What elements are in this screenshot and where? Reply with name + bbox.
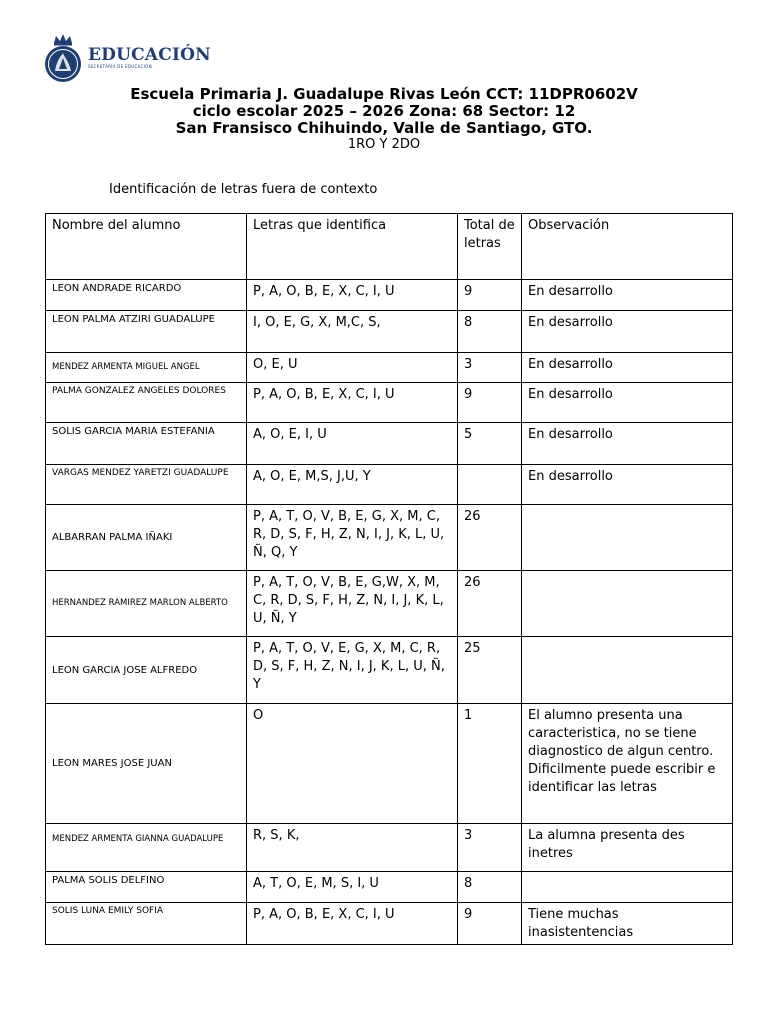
student-total: 3	[458, 824, 522, 872]
table-row	[46, 280, 733, 311]
table-row	[46, 465, 733, 505]
student-total	[458, 465, 522, 505]
header-letters: Letras que identifica	[247, 214, 458, 280]
student-observation: El alumno presenta una caracteristica, no se tiene diagnostico de algun centro. Dificilmente puede escribir e identificar las letras	[522, 704, 733, 824]
student-observation: En desarrollo	[522, 311, 733, 353]
student-letters: P, A, O, B, E, X, C, I, U	[247, 903, 458, 945]
table-row	[46, 637, 733, 704]
student-total: 26	[458, 571, 522, 637]
student-total: 3	[458, 353, 522, 383]
student-letters: P, A, T, O, V, E, G, X, M, C, R, D, S, F, H, Z, N, I, J, K, L, U, Ñ, Y	[247, 637, 458, 704]
student-observation	[522, 637, 733, 704]
table-row	[46, 824, 733, 872]
student-letters: A, O, E, I, U	[247, 423, 458, 465]
student-letters: A, T, O, E, M, S, I, U	[247, 872, 458, 903]
student-name: LEON PALMA ATZIRI GUADALUPE	[46, 311, 247, 353]
table-row	[46, 571, 733, 637]
student-letters: P, A, T, O, V, B, E, G,W, X, M, C, R, D, S, F, H, Z, N, I, J, K, L, U, Ñ, Y	[247, 571, 458, 637]
document-subtitle: Identificación de letras fuera de contexto	[109, 182, 378, 197]
student-observation: La alumna presenta des inetres	[522, 824, 733, 872]
header-name: Nombre del alumno	[46, 214, 247, 280]
student-total: 1	[458, 704, 522, 824]
table-row	[46, 423, 733, 465]
table-row	[46, 311, 733, 353]
student-letters: P, A, T, O, V, B, E, G, X, M, C, R, D, S, F, H, Z, N, I, J, K, L, U, Ñ, Q, Y	[247, 505, 458, 571]
student-total: 25	[458, 637, 522, 704]
student-total: 8	[458, 311, 522, 353]
student-observation: Tiene muchas inasistentencias	[522, 903, 733, 945]
student-name: PALMA SOLIS DELFINO	[46, 872, 247, 903]
student-name: LEON ANDRADE RICARDO	[46, 280, 247, 311]
student-name: SOLIS GARCIA MARIA ESTEFANIA	[46, 423, 247, 465]
student-total: 9	[458, 903, 522, 945]
students-table	[45, 213, 733, 945]
logo-subtext: SECRETARÍA DE EDUCACIÓN	[88, 64, 152, 69]
table-row	[46, 872, 733, 903]
student-observation: En desarrollo	[522, 280, 733, 311]
student-letters: I, O, E, G, X, M,C, S,	[247, 311, 458, 353]
student-total: 9	[458, 280, 522, 311]
table-row	[46, 353, 733, 383]
student-name: LEON GARCIA JOSE ALFREDO	[46, 637, 247, 704]
student-letters: O	[247, 704, 458, 824]
student-observation	[522, 571, 733, 637]
school-name: Escuela Primaria J. Guadalupe Rivas León CCT: 11DPR0602V	[130, 85, 638, 103]
school-cycle: ciclo escolar 2025 – 2026 Zona: 68 Sector: 12	[192, 102, 576, 120]
crest-icon	[42, 33, 84, 83]
student-name: SOLIS LUNA EMILY SOFIA	[46, 903, 247, 945]
student-total: 8	[458, 872, 522, 903]
student-observation: En desarrollo	[522, 423, 733, 465]
student-name: VARGAS MENDEZ YARETZI GUADALUPE	[46, 465, 247, 505]
table-row	[46, 903, 733, 945]
student-observation: En desarrollo	[522, 383, 733, 423]
student-observation: En desarrollo	[522, 465, 733, 505]
student-letters: A, O, E, M,S, J,U, Y	[247, 465, 458, 505]
student-name: PALMA GONZALEZ ANGELES DOLORES	[46, 383, 247, 423]
student-total: 5	[458, 423, 522, 465]
header-total: Total de letras	[458, 214, 522, 280]
table-row	[46, 505, 733, 571]
student-letters: O, E, U	[247, 353, 458, 383]
student-observation	[522, 872, 733, 903]
student-name: HERNANDEZ RAMIREZ MARLON ALBERTO	[46, 571, 247, 637]
header-observation: Observación	[522, 214, 733, 280]
school-location: San Fransisco Chihuindo, Valle de Santiago, GTO.	[175, 119, 593, 137]
student-observation: En desarrollo	[522, 353, 733, 383]
student-name: MENDEZ ARMENTA GIANNA GUADALUPE	[46, 824, 247, 872]
table-row	[46, 704, 733, 824]
student-total: 9	[458, 383, 522, 423]
table-header-row	[46, 214, 733, 280]
student-observation	[522, 505, 733, 571]
student-letters: P, A, O, B, E, X, C, I, U	[247, 383, 458, 423]
student-name: LEON MARES JOSE JUAN	[46, 704, 247, 824]
table-row	[46, 383, 733, 423]
education-logo	[42, 33, 211, 83]
student-total: 26	[458, 505, 522, 571]
logo-wordmark: EDUCACIÓN	[88, 45, 211, 65]
grade-levels: 1RO Y 2DO	[347, 137, 421, 152]
student-letters: R, S, K,	[247, 824, 458, 872]
student-name: MENDEZ ARMENTA MIGUEL ANGEL	[46, 353, 247, 383]
student-name: ALBARRAN PALMA IÑAKI	[46, 505, 247, 571]
student-letters: P, A, O, B, E, X, C, I, U	[247, 280, 458, 311]
